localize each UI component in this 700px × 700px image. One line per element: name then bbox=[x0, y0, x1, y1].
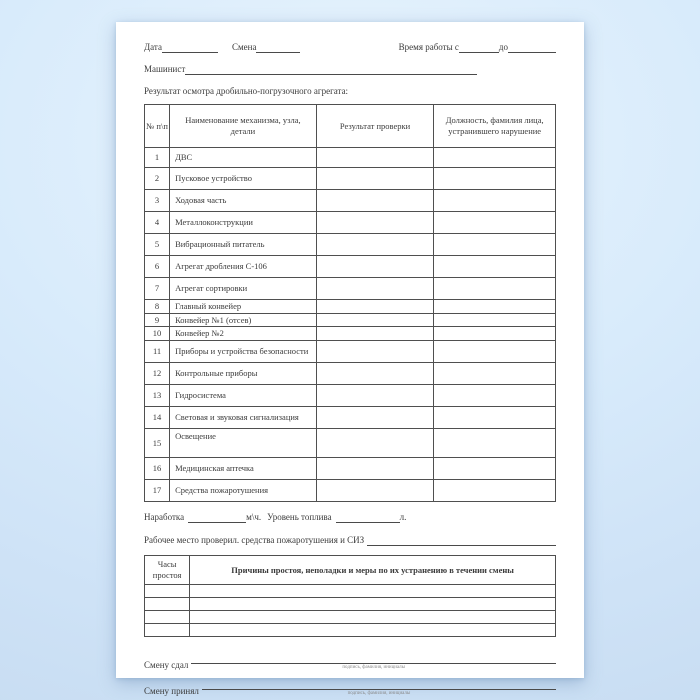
inspection-row-1 bbox=[145, 148, 556, 168]
shift-handed-row bbox=[144, 654, 556, 671]
check-result-cell bbox=[316, 168, 434, 190]
mechanism-name: Световая и звуковая сигнализация bbox=[170, 406, 317, 428]
operator-fill-line bbox=[185, 65, 477, 75]
inspection-header-row bbox=[145, 105, 556, 148]
row-number: 8 bbox=[145, 300, 170, 314]
inspection-row-3 bbox=[145, 190, 556, 212]
mechanism-name: Средства пожаротушения bbox=[170, 479, 317, 501]
responsible-cell bbox=[434, 327, 556, 341]
row-number: 13 bbox=[145, 384, 170, 406]
responsible-cell bbox=[434, 457, 556, 479]
row-number: 1 bbox=[145, 148, 170, 168]
shift-accepted-row bbox=[144, 680, 556, 697]
responsible-cell bbox=[434, 384, 556, 406]
check-result-cell bbox=[316, 300, 434, 314]
inspection-row-8 bbox=[145, 300, 556, 314]
date-label: Дата bbox=[144, 42, 162, 52]
shift-accepted-fill-line bbox=[202, 680, 556, 690]
downtime-row-2 bbox=[145, 597, 556, 610]
row-number: 4 bbox=[145, 212, 170, 234]
mechanism-name: Вибрационный питатель bbox=[170, 234, 317, 256]
check-result-cell bbox=[316, 384, 434, 406]
downtime-hours-cell bbox=[145, 597, 190, 610]
check-result-cell bbox=[316, 190, 434, 212]
workplace-check-fill-line bbox=[367, 536, 556, 546]
work-time-label: Время работы с bbox=[398, 42, 459, 52]
col-header-downtime-causes: Причины простоя, неполадки и меры по их устранению в течении смены bbox=[190, 555, 556, 584]
responsible-cell bbox=[434, 313, 556, 327]
check-result-cell bbox=[316, 212, 434, 234]
check-result-cell bbox=[316, 479, 434, 501]
responsible-cell bbox=[434, 212, 556, 234]
operator-line bbox=[144, 64, 556, 75]
mechanism-name: Освещение bbox=[170, 428, 317, 457]
workplace-check-line bbox=[144, 535, 556, 546]
signature-caption: подпись, фамилия, инициалы bbox=[342, 664, 406, 670]
row-number: 6 bbox=[145, 256, 170, 278]
inspection-row-9 bbox=[145, 313, 556, 327]
row-number: 11 bbox=[145, 340, 170, 362]
inspection-row-5 bbox=[145, 234, 556, 256]
operating-hours-line bbox=[144, 512, 556, 523]
shift-handed-label: Смену сдал bbox=[144, 659, 189, 670]
responsible-cell bbox=[434, 234, 556, 256]
responsible-cell bbox=[434, 190, 556, 212]
check-result-cell bbox=[316, 234, 434, 256]
mechanism-name: Агрегат сортировки bbox=[170, 278, 317, 300]
row-number: 16 bbox=[145, 457, 170, 479]
downtime-table-body bbox=[145, 584, 556, 636]
workplace-check-label: Рабочее место проверил. средства пожаротушения и СИЗ bbox=[144, 534, 365, 545]
check-result-cell bbox=[316, 256, 434, 278]
mechanism-name: Приборы и устройства безопасности bbox=[170, 340, 317, 362]
mechanism-name: Конвейер №2 bbox=[170, 327, 317, 341]
downtime-hours-cell bbox=[145, 584, 190, 597]
shift-fill-line bbox=[256, 43, 300, 53]
shift-accepted-signature bbox=[202, 680, 556, 697]
responsible-cell bbox=[434, 362, 556, 384]
inspection-row-13 bbox=[145, 384, 556, 406]
date-shift-line bbox=[144, 42, 556, 53]
check-result-cell bbox=[316, 278, 434, 300]
fuel-fill-line bbox=[336, 513, 400, 523]
inspection-title: Результат осмотра дробильно-погрузочного агрегата: bbox=[144, 86, 349, 96]
inspection-table-body bbox=[145, 148, 556, 502]
inspection-row-16 bbox=[145, 457, 556, 479]
mechanism-name: Контрольные приборы bbox=[170, 362, 317, 384]
inspection-row-14 bbox=[145, 406, 556, 428]
row-number: 15 bbox=[145, 428, 170, 457]
row-number: 14 bbox=[145, 406, 170, 428]
inspection-row-17 bbox=[145, 479, 556, 501]
check-result-cell bbox=[316, 406, 434, 428]
check-result-cell bbox=[316, 327, 434, 341]
check-result-cell bbox=[316, 148, 434, 168]
mechanism-name: Агрегат дробления С-106 bbox=[170, 256, 317, 278]
downtime-hours-cell bbox=[145, 623, 190, 636]
downtime-header-row bbox=[145, 555, 556, 584]
responsible-cell bbox=[434, 406, 556, 428]
row-number: 5 bbox=[145, 234, 170, 256]
responsible-cell bbox=[434, 256, 556, 278]
responsible-cell bbox=[434, 428, 556, 457]
responsible-cell bbox=[434, 278, 556, 300]
check-result-cell bbox=[316, 457, 434, 479]
inspection-row-15 bbox=[145, 428, 556, 457]
signature-caption: подпись, фамилия, инициалы bbox=[347, 690, 411, 696]
form-document bbox=[116, 22, 584, 696]
row-number: 3 bbox=[145, 190, 170, 212]
work-time-from-line bbox=[459, 43, 499, 53]
mechanism-name: Металлоконструкции bbox=[170, 212, 317, 234]
downtime-cause-cell bbox=[190, 584, 556, 597]
inspection-row-4 bbox=[145, 212, 556, 234]
inspection-row-12 bbox=[145, 362, 556, 384]
downtime-row-4 bbox=[145, 623, 556, 636]
check-result-cell bbox=[316, 340, 434, 362]
col-header-number: № п\п bbox=[145, 105, 170, 148]
downtime-row-1 bbox=[145, 584, 556, 597]
mechanism-name: ДВС bbox=[170, 148, 317, 168]
responsible-cell bbox=[434, 148, 556, 168]
responsible-cell bbox=[434, 340, 556, 362]
operating-hours-label: Наработка bbox=[144, 511, 185, 522]
inspection-row-7 bbox=[145, 278, 556, 300]
responsible-cell bbox=[434, 479, 556, 501]
operator-label: Машинист bbox=[144, 64, 186, 74]
operating-hours-unit: м\ч. bbox=[246, 511, 262, 522]
work-time-to-line bbox=[508, 43, 556, 53]
col-header-result: Результат проверки bbox=[316, 105, 434, 148]
inspection-row-2 bbox=[145, 168, 556, 190]
col-header-duty: Должность, фамилия лица, устранившего нарушение bbox=[434, 105, 556, 148]
mechanism-name: Конвейер №1 (отсев) bbox=[170, 313, 317, 327]
row-number: 2 bbox=[145, 168, 170, 190]
row-number: 10 bbox=[145, 327, 170, 341]
downtime-row-3 bbox=[145, 610, 556, 623]
mechanism-name: Медицинская аптечка bbox=[170, 457, 317, 479]
inspection-row-10 bbox=[145, 327, 556, 341]
work-time-to-label: до bbox=[498, 42, 508, 52]
check-result-cell bbox=[316, 362, 434, 384]
row-number: 7 bbox=[145, 278, 170, 300]
shift-handed-fill-line bbox=[191, 654, 556, 664]
row-number: 17 bbox=[145, 479, 170, 501]
date-fill-line bbox=[162, 43, 218, 53]
inspection-table bbox=[144, 104, 556, 502]
inspection-row-6 bbox=[145, 256, 556, 278]
shift-handed-signature bbox=[191, 654, 556, 671]
inspection-row-11 bbox=[145, 340, 556, 362]
shift-label: Смена bbox=[231, 42, 257, 52]
downtime-cause-cell bbox=[190, 610, 556, 623]
row-number: 9 bbox=[145, 313, 170, 327]
operating-hours-fill-line bbox=[188, 513, 246, 523]
check-result-cell bbox=[316, 428, 434, 457]
responsible-cell bbox=[434, 168, 556, 190]
mechanism-name: Гидросистема bbox=[170, 384, 317, 406]
fuel-unit: л. bbox=[399, 511, 407, 522]
check-result-cell bbox=[316, 313, 434, 327]
downtime-hours-cell bbox=[145, 610, 190, 623]
downtime-table bbox=[144, 555, 556, 637]
col-header-name: Наименование механизма, узла, детали bbox=[170, 105, 317, 148]
shift-accepted-label: Смену принял bbox=[144, 685, 199, 696]
mechanism-name: Главный конвейер bbox=[170, 300, 317, 314]
downtime-cause-cell bbox=[190, 623, 556, 636]
mechanism-name: Пусковое устройство bbox=[170, 168, 317, 190]
fuel-label: Уровень топлива bbox=[267, 511, 332, 522]
downtime-cause-cell bbox=[190, 597, 556, 610]
col-header-downtime-hours: Часы простоя bbox=[145, 555, 190, 584]
responsible-cell bbox=[434, 300, 556, 314]
row-number: 12 bbox=[145, 362, 170, 384]
mechanism-name: Ходовая часть bbox=[170, 190, 317, 212]
